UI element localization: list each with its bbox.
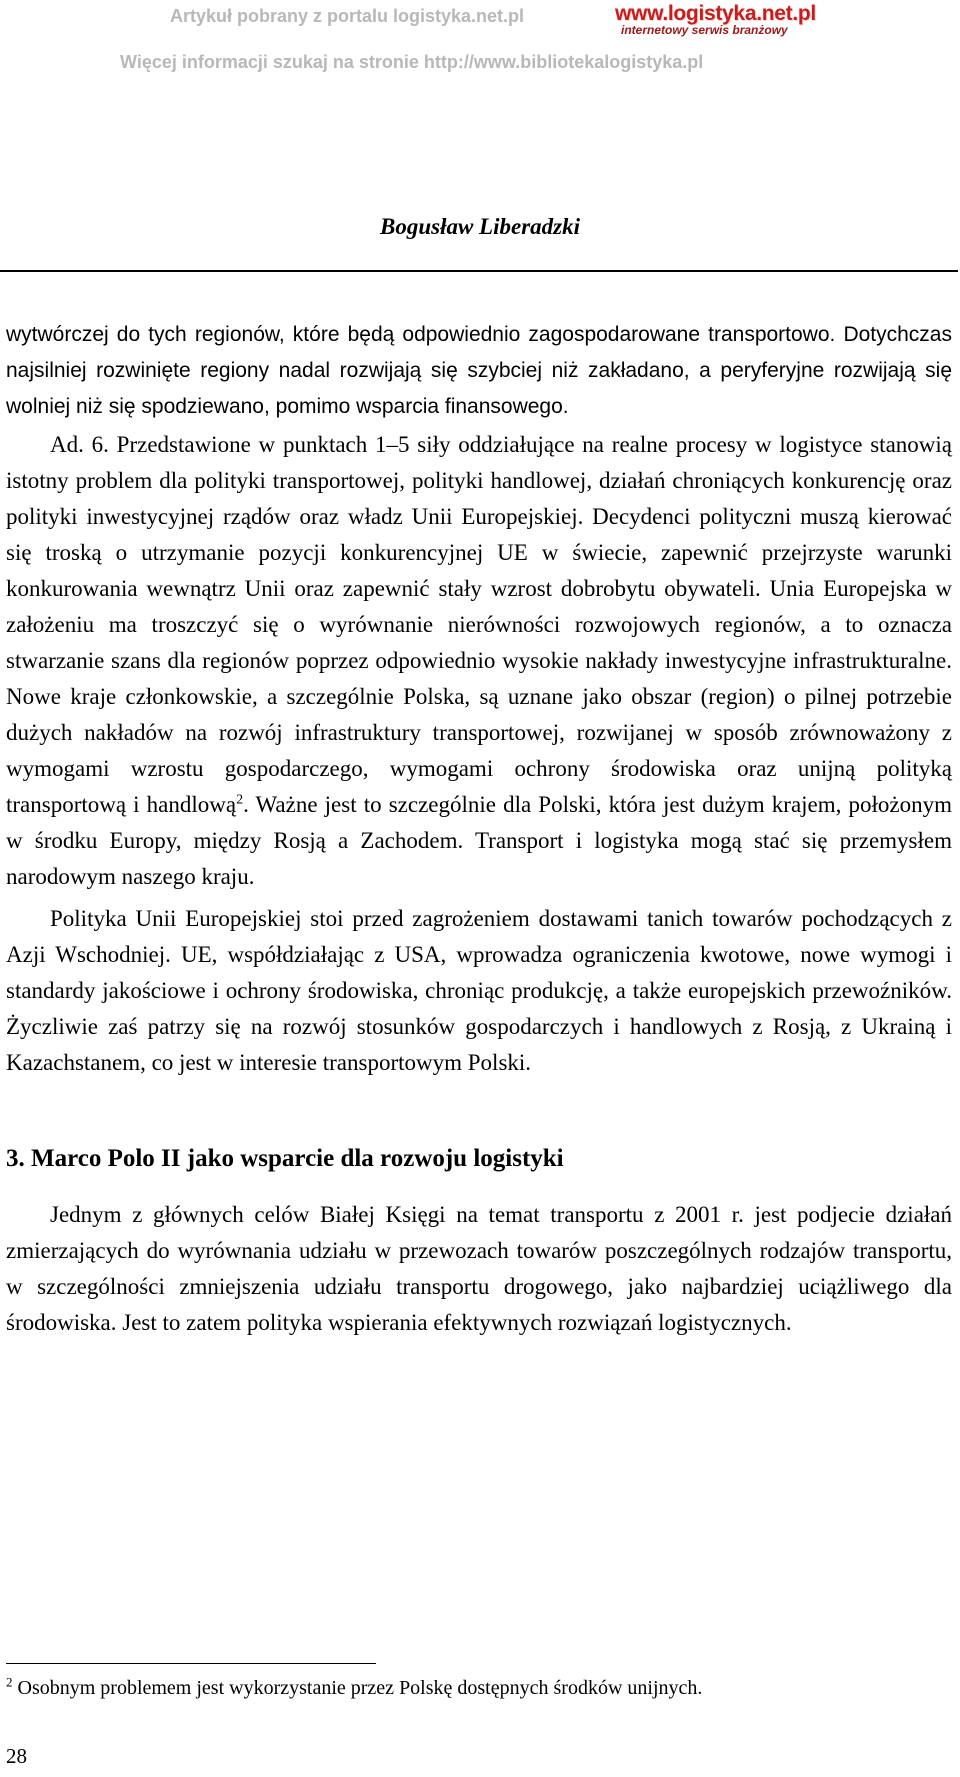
logo-tagline: internetowy serwis branżowy bbox=[621, 23, 788, 37]
footnote bbox=[6, 1676, 946, 1700]
site-logo bbox=[615, 2, 815, 44]
page-number: 28 bbox=[6, 1744, 27, 1768]
paragraph-ad6-text-end: . Ważne jest to szczególnie dla Polski, która jest dużym krajem, położonym w środku Europy, między Rosją a Zachodem. Transport i logistyka mogą stać się przemysłem narodowym naszego kraju. bbox=[6, 792, 952, 889]
logo-title: www.logistyka.net.pl bbox=[615, 2, 816, 25]
footnote-reference[interactable]: 2 bbox=[236, 792, 244, 808]
paragraph-continuation: wytwórczej do tych regionów, które będą odpowiednio zagospodarowane transportowo. Dotychczas najsilniej rozwinięte regiony nadal rozwijają się szybciej niż zakładano, a peryferyjne rozwijają się wolniej niż się spodziewano, pomimo wsparcia finansowego. bbox=[6, 323, 952, 418]
section-paragraph: Jednym z głównych celów Białej Księgi na temat transportu z 2001 r. jest podjecie działań zmierzających do wyrównania udziału w przewozach towarów poszczególnych rodzajów transportu, w szczególności zmniejszenia udziału transportu drogowego, jako najbardziej uciążliwego dla środowiska. Jest to zatem polityka wspierania efektywnych rozwiązań logistycznych. bbox=[6, 1202, 952, 1335]
footnote-text: Osobnym problemem jest wykorzystanie przez Polskę dostępnych środków unijnych. bbox=[12, 1677, 703, 1699]
section-heading: 3. Marco Polo II jako wsparcie dla rozwoju logistyki bbox=[6, 1145, 564, 1172]
banner-info-line: Więcej informacji szukaj na stronie http://www.bibliotekalogistyka.pl bbox=[120, 52, 704, 72]
running-header-author: Bogusław Liberadzki bbox=[379, 214, 580, 239]
paragraph-eu-policy: Polityka Unii Europejskiej stoi przed zagrożeniem dostawami tanich towarów pochodzących z Azji Wschodniej. UE, współdziałając z USA, wprowadza ograniczenia kwotowe, nowe wymogi i standardy jakościowe i ochrony środowiska, chroniąc produkcję, a także europejskich przewoźników. Życzliwie zaś patrzy się na rozwój stosunków gospodarczych i handlowych z Rosją, z Ukrainą i Kazachstanem, co jest w interesie transportowym Polski. bbox=[6, 906, 952, 1075]
footnote-rule bbox=[6, 1663, 376, 1664]
paragraph-ad6 bbox=[6, 427, 952, 895]
header-rule bbox=[0, 270, 958, 272]
article-body bbox=[6, 317, 952, 1341]
banner-source-line: Artykuł pobrany z portalu logistyka.net.pl bbox=[170, 6, 525, 26]
footnote-marker: 2 bbox=[6, 1674, 13, 1690]
paragraph-ad6-text: Ad. 6. Przedstawione w punktach 1–5 siły oddziałujące na realne procesy w logistyce stanowią istotny problem dla polityki transportowej, polityki handlowej, działań chroniących konkurencję oraz polityki inwestycyjnej rządów oraz władz Unii Europejskiej. Decydenci polityczni muszą kierować się troską o utrzymanie pozycji konkurencyjnej UE w świecie, zapewnić przejrzyste warunki konkurowania wewnątrz Unii oraz zapewnić stały wzrost dobrobytu obywateli. Unia Europejska w założeniu ma troszczyć się o wyrównanie nierówności rozwojowych regionów, a to oznacza stwarzanie szans dla regionów poprzez odpowiednio wysokie nakłady inwestycyjne infrastrukturalne. Nowe kraje członkowskie, a szczególnie Polska, są uznane jako obszar (region) o pilnej potrzebie dużych nakładów na rozwój infrastruktury transportowej, rozwijanej w sposób zrównoważony z wymogami wzrostu gospodarczego, wymogami ochrony środowiska oraz unijną polityką transportową i handlową bbox=[6, 432, 952, 817]
